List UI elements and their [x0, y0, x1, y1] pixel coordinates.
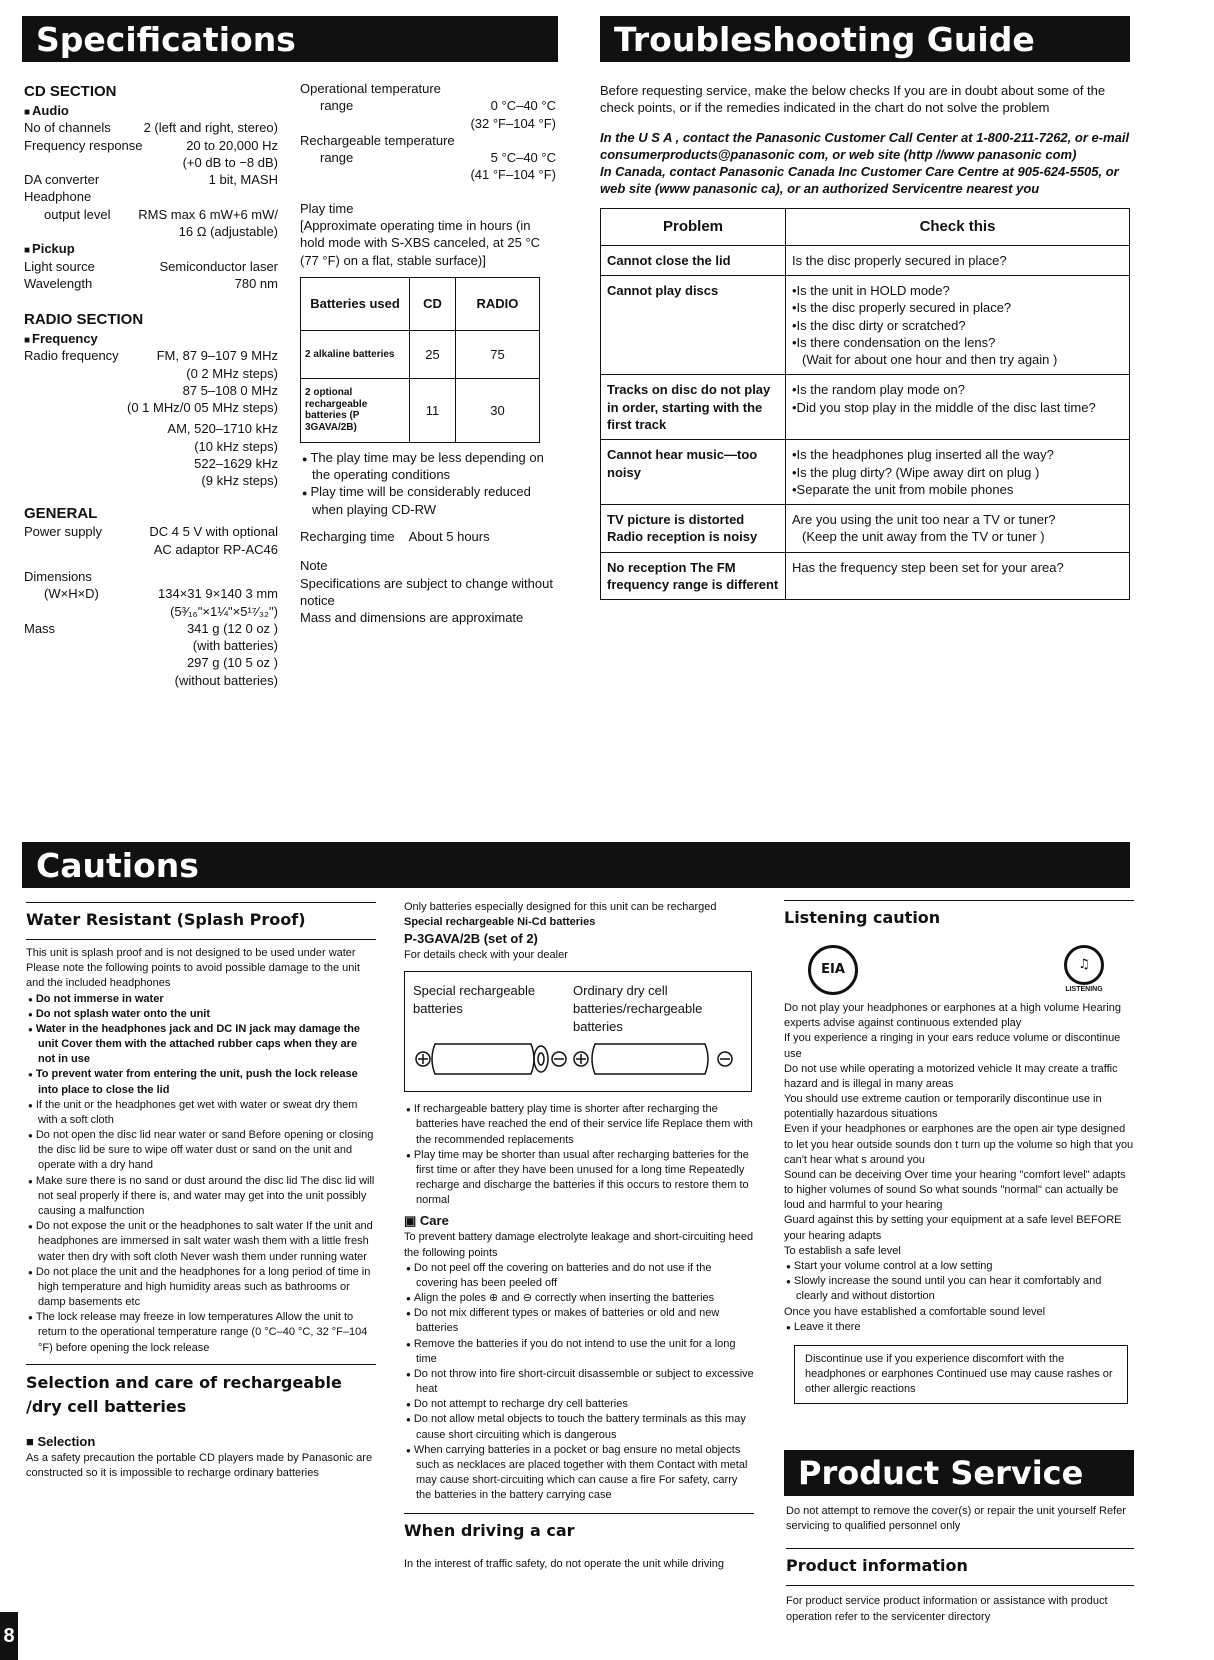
trouble-row	[601, 505, 1130, 553]
rf-value-1: FM, 87 9–107 9 MHz	[156, 348, 278, 364]
cautions-banner: Cautions	[22, 842, 1130, 888]
rf-label: Radio frequency	[24, 348, 119, 364]
rf-value-4: (0 1 MHz/0 05 MHz steps)	[127, 400, 278, 416]
bat-header-radio: RADIO	[455, 277, 539, 330]
battery-life-list	[404, 1102, 754, 1208]
water-bullet: ● Do not splash water onto the unit	[26, 1007, 376, 1022]
care-bullet: ● Do not allow metal objects to touch the battery terminals as this may cause short circuiting which is dangerous	[404, 1412, 754, 1442]
water-p1: This unit is splash proof and is not designed to be used under water	[26, 939, 376, 961]
mid-p4: For details check with your dealer	[404, 949, 568, 962]
listening-paragraph: If you experience a ringing in your ears reduce volume or discontinue use	[784, 1032, 1121, 1060]
product-info-p: For product service product information or assistance with product operation refer to the servicenter directory	[786, 1585, 1134, 1624]
freq-label: Frequency response	[24, 137, 143, 153]
dim-label: Dimensions	[24, 569, 92, 585]
listening-paragraph: Guard against this by setting your equipment at a safe level BEFORE your hearing adapts	[784, 1214, 1122, 1242]
check-line: •Separate the unit from mobile phones	[792, 481, 1014, 497]
battery-bullet: ● If rechargeable battery play time is shorter after recharging the batteries have reached the end of their service life Replace them with the recommended replacements	[404, 1102, 754, 1148]
op-range-value-2: (32 °F–104 °F)	[470, 115, 556, 131]
note-b: Mass and dimensions are approximate	[300, 610, 524, 626]
rf-value-3: 87 5–108 0 MHz	[182, 382, 278, 398]
care-heading	[404, 1212, 754, 1230]
rf-value-2: (0 2 MHz steps)	[186, 365, 278, 381]
play-note-2: ● Play time will be considerably reduced when playing CD-RW	[300, 483, 556, 518]
check-line: Are you using the unit too near a TV or tuner?	[792, 512, 1056, 528]
logo-row	[784, 937, 1134, 1001]
pickup-heading: ■ Pickup	[24, 240, 278, 257]
wave-value: 780 nm	[234, 275, 278, 291]
bat-row2-radio: 30	[455, 378, 539, 442]
square-icon: ■	[26, 1433, 38, 1449]
output-value: RMS max 6 mW+6 mW/	[138, 206, 278, 222]
cd-section-heading: CD SECTION	[24, 83, 117, 100]
check-cell	[786, 275, 1130, 374]
power-label: Power supply	[24, 524, 103, 540]
check-cell	[786, 440, 1130, 505]
selection-p: As a safety precaution the portable CD players made by Panasonic are constructed so it is impossible to recharge ordinary batteries	[26, 1451, 373, 1479]
water-p2: Please note the following points to avoid possible damage to the unit and the included headphones	[26, 962, 360, 990]
light-label: Light source	[24, 258, 95, 274]
allergy-warning-box: Discontinue use if you experience discomfort with the headphones or earphones Continued use may cause rashes or other allergic reactions	[794, 1345, 1128, 1405]
play-note-1: ● The play time may be less depending on the operating conditions	[300, 449, 556, 484]
check-line: Is the disc properly secured in place?	[792, 252, 1007, 268]
light-value: Semiconductor laser	[159, 258, 278, 274]
care-bullet: ● Remove the batteries if you do not intend to use the unit for a long time	[404, 1337, 754, 1367]
check-cell	[786, 245, 1130, 275]
water-bullet: ● If the unit or the headphones get wet with water or sweat dry them with a soft cloth	[26, 1098, 376, 1128]
bat-row2-cd: 11	[410, 378, 456, 442]
channels-label: No of channels	[24, 120, 111, 136]
care-p: To prevent battery damage electrolyte leakage and short-circuiting heed the following points	[404, 1231, 754, 1259]
box-left-label: Special rechargeable batteries	[413, 983, 536, 1017]
mass-label: Mass	[24, 620, 56, 636]
wave-label: Wavelength	[24, 275, 93, 291]
trouble-row	[601, 275, 1130, 374]
care-list	[404, 1261, 754, 1504]
frequency-heading: ■ Frequency	[24, 330, 278, 347]
problem-cell: Cannot play discs	[601, 275, 786, 374]
note-a: Specifications are subject to change without notice	[300, 575, 553, 608]
audio-heading: ■ Audio	[24, 102, 278, 119]
specs-right-column	[300, 80, 556, 626]
battery-compare-box	[404, 971, 752, 1092]
play-time-label: Play time	[300, 200, 354, 216]
mid-p1: Only batteries especially designed for this unit can be recharged	[404, 901, 717, 913]
rc-range-value-2: (41 °F–104 °F)	[470, 167, 556, 183]
col-check: Check this	[786, 208, 1130, 245]
water-list	[26, 992, 376, 1356]
care-bullet: ● Do not throw into fire short-circuit disassemble or subject to excessive heat	[404, 1367, 754, 1397]
da-label: DA converter	[24, 172, 100, 188]
check-line: •Is the random play mode on?	[792, 382, 965, 398]
trouble-row	[601, 440, 1130, 505]
listening-bullet: ● Start your volume control at a low setting	[784, 1259, 1134, 1274]
listening-paragraph: Sound can be deceiving Over time your hearing "comfort level" adapts to higher volumes of sound So what sounds "normal" can actually be loud and harmful to your hearing	[784, 1168, 1126, 1212]
output-value-2: 16 Ω (adjustable)	[178, 223, 278, 239]
recharge-label: Recharging time	[300, 528, 395, 544]
check-line: •Did you stop play in the middle of the disc last time?	[792, 399, 1096, 415]
problem-cell: Tracks on disc do not play in order, starting with the first track	[601, 375, 786, 440]
cautions-col-1	[26, 902, 376, 1481]
check-line: •Is the plug dirty? (Wipe away dirt on plug )	[792, 464, 1040, 480]
power-value-2: AC adaptor RP-AC46	[153, 541, 278, 557]
trouble-row	[601, 375, 1130, 440]
care-label: Care	[419, 1213, 449, 1229]
dim-value-1: 134×31 9×140 3 mm	[158, 586, 278, 602]
rc-range-label: range	[320, 150, 354, 166]
care-bullet: ● Align the poles ⊕ and ⊖ correctly when inserting the batteries	[404, 1291, 754, 1306]
listening-paragraphs	[784, 1001, 1134, 1259]
freq-value: 20 to 20,000 Hz	[186, 137, 278, 153]
selection-heading: Selection and care of rechargeable /dry cell batteries	[26, 1364, 376, 1419]
listening-paragraph: To establish a safe level	[784, 1244, 901, 1257]
product-service-banner: Product Service	[784, 1450, 1134, 1496]
water-bullet: ● To prevent water from entering the unit, push the lock release into place to close the lid	[26, 1067, 376, 1097]
rc-temp-label: Rechargeable temperature	[300, 132, 455, 148]
op-range-value: 0 °C–40 °C	[490, 98, 556, 114]
care-bullet: ● When carrying batteries in a pocket or bag ensure no metal objects such as necklaces are placed together with them Contact with metal may cause short-circuiting which can cause a fire For safety, carry the batteries in the battery carrying case	[404, 1443, 754, 1504]
water-bullet: ● Do not place the unit and the headphones for a long period of time in high temperature and high humidity areas such as bathrooms or damp basements etc	[26, 1265, 376, 1311]
trouble-usa: In the U S A , contact the Panasonic Customer Call Center at 1-800-211-7262, or e-mail consumerproducts@panasonic com, or web site (http //www panasonic com)	[600, 129, 1130, 162]
listening-paragraph: You should use extreme caution or temporarily discontinue use in potentially hazardous situations	[784, 1093, 1102, 1121]
bat-header-cd: CD	[410, 277, 456, 330]
water-bullet: ● Water in the headphones jack and DC IN jack may damage the unit Cover them with the attached rubber caps when they are not in use	[26, 1022, 376, 1068]
box-right-label: Ordinary dry cell batteries/rechargeable batteries	[573, 983, 703, 1035]
product-service-col	[786, 1504, 1134, 1625]
check-line: •Is the disc dirty or scratched?	[792, 317, 966, 333]
eia-logo-icon: EIA	[808, 945, 858, 995]
note-heading: Note	[300, 558, 328, 574]
selection-sub-label: Selection	[37, 1433, 96, 1449]
trouble-row	[601, 552, 1130, 600]
problem-cell: No reception The FM frequency range is different	[601, 552, 786, 600]
mid-p3: P-3GAVA/2B (set of 2)	[404, 931, 538, 947]
listening-logo	[1064, 945, 1104, 995]
dim-value-2: (5³⁄₁₆"×1¼"×5¹⁷⁄₃₂")	[170, 603, 278, 619]
check-line: (Keep the unit away from the TV or tuner )	[802, 529, 1045, 545]
battery-bullet: ● Play time may be shorter than usual after recharging batteries for the first time or after they have been unused for a long time Repeatedly recharge and discharge the batteries if this occurs to restore them to normal	[404, 1148, 754, 1209]
service-p: Do not attempt to remove the cover(s) or repair the unit yourself Refer servicing to qualified personnel only	[786, 1505, 1126, 1533]
selection-subheading	[26, 1433, 376, 1451]
listening-bullet: ● Slowly increase the sound until you can hear it comfortably and clearly and without distortion	[784, 1274, 1134, 1304]
radio-section-heading: RADIO SECTION	[24, 311, 144, 329]
listening-paragraph: Do not use while operating a motorized vehicle It may create a traffic hazard and is illegal in many areas	[784, 1062, 1118, 1090]
problem-cell: Cannot hear music—too noisy	[601, 440, 786, 505]
specs-left-column	[24, 70, 278, 689]
trouble-intro: Before requesting service, make the below checks If you are in doubt about some of the check points, or if the remedies indicated in the chart do not solve the problem	[600, 83, 1106, 116]
water-bullet: ● Make sure there is no sand or dust around the disc lid The disc lid will not seal properly if there is, and water may get into the unit possibly causing a malfunction	[26, 1174, 376, 1220]
listening-paragraph: Even if your headphones or earphones are the open air type designed to let you hear outside sounds don t turn up the volume so high that you can't hear what s around you	[784, 1123, 1134, 1166]
care-bullet: ● Do not attempt to recharge dry cell batteries	[404, 1397, 754, 1412]
bat-row1-cd: 25	[410, 330, 456, 378]
recharge-value: About 5 hours	[408, 528, 490, 544]
freq-value-range: (+0 dB to −8 dB)	[182, 154, 278, 170]
listening-logo-text: LISTENING	[1065, 986, 1103, 994]
water-bullet: ● Do not immerse in water	[26, 992, 376, 1007]
channels-value: 2 (left and right, stereo)	[143, 120, 278, 136]
headphone-label: Headphone	[24, 189, 92, 205]
water-bullet: ● Do not expose the unit or the headphones to salt water If the unit and headphones are immersed in salt water wash them with a little fresh water then dry with soft cloth Never wash them under running water	[26, 1219, 376, 1265]
rf-value-8: (9 kHz steps)	[201, 473, 278, 489]
mass-value-3: 297 g (10 5 oz )	[186, 655, 278, 671]
check-line: •Is the headphones plug inserted all the way?	[792, 447, 1054, 463]
product-info-heading: Product information	[786, 1548, 1134, 1577]
trouble-row	[601, 245, 1130, 275]
check-line: •Is the unit in HOLD mode?	[792, 282, 950, 298]
general-heading: GENERAL	[24, 504, 98, 522]
listen-b2: ● Leave it there	[784, 1320, 1134, 1335]
op-range-label: range	[320, 98, 354, 114]
water-heading: Water Resistant (Splash Proof)	[26, 902, 376, 931]
mid-p2: Special rechargeable Ni-Cd batteries	[404, 916, 596, 929]
listening-paragraph: Do not play your headphones or earphones at a high volume Hearing experts advise against continuous extended play	[784, 1002, 1121, 1030]
listening-heading: Listening caution	[784, 900, 1134, 929]
ordinary-battery-icon	[574, 1044, 732, 1074]
water-bullet: ● Do not open the disc lid near water or sand Before opening or closing the disc lid be sure to wipe off water dust or sand on the unit and operate with a dry hand	[26, 1128, 376, 1174]
rf-value-6: (10 kHz steps)	[194, 438, 278, 454]
trouble-canada: In Canada, contact Panasonic Canada Inc Customer Care Centre at 905-624-5505, or web site (www panasonic ca), or an authorized Servicentre nearest you	[600, 164, 1119, 197]
page-number: 8	[0, 1612, 18, 1660]
check-cell	[786, 505, 1130, 553]
troubleshooting-column	[600, 82, 1132, 600]
play-time-desc: [Approximate operating time in hours (in hold mode with S-XBS canceled, at 25 °C (77 °F) on a flat, stable surface)]	[300, 217, 541, 268]
troubleshooting-banner: Troubleshooting Guide	[600, 16, 1130, 62]
check-cell	[786, 375, 1130, 440]
battery-table	[300, 277, 540, 443]
listen-p2: Once you have established a comfortable sound level	[784, 1305, 1046, 1318]
op-temp-label: Operational temperature	[300, 81, 441, 96]
specifications-banner: Specifications	[22, 16, 558, 62]
rf-value-7: 522–1629 kHz	[194, 455, 278, 471]
bat-row1-radio: 75	[455, 330, 539, 378]
mass-value-2: (with batteries)	[192, 638, 278, 654]
check-line: •Is there condensation on the lens?	[792, 334, 996, 350]
bat-row1-label: 2 alkaline batteries	[301, 330, 410, 378]
special-battery-icon	[416, 1044, 566, 1074]
problem-cell: Cannot close the lid	[601, 245, 786, 275]
check-cell	[786, 552, 1130, 600]
mass-value-4: (without batteries)	[174, 672, 278, 688]
check-line: •Is the disc properly secured in place?	[792, 300, 1012, 316]
driving-heading: When driving a car	[404, 1513, 754, 1542]
power-value-1: DC 4 5 V with optional	[149, 524, 278, 540]
problem-cell: TV picture is distorted Radio reception is noisy	[601, 505, 786, 553]
bat-header-used: Batteries used	[301, 277, 410, 330]
check-line: Has the frequency step been set for your area?	[792, 559, 1064, 575]
cautions-col-3	[784, 900, 1134, 1404]
bat-row2-label: 2 optional rechargeable batteries (P 3GAVA/2B)	[301, 378, 410, 442]
listening-bullets	[784, 1259, 1134, 1305]
listening-logo-icon: ♫	[1064, 945, 1104, 985]
rf-value-5: AM, 520–1710 kHz	[167, 421, 278, 437]
col-problem: Problem	[601, 208, 786, 245]
rc-range-value: 5 °C–40 °C	[490, 150, 556, 166]
cautions-col-2	[404, 900, 754, 1572]
care-bullet: ● Do not peel off the covering on batteries and do not use if the covering has been peeled off	[404, 1261, 754, 1291]
care-bullet: ● Do not mix different types or makes of batteries or old and new batteries	[404, 1306, 754, 1336]
troubleshooting-table	[600, 208, 1130, 601]
da-value: 1 bit, MASH	[208, 172, 278, 188]
mass-value-1: 341 g (12 0 oz )	[186, 620, 278, 636]
check-line: (Wait for about one hour and then try again )	[802, 352, 1058, 368]
battery-diagram	[413, 1036, 743, 1082]
output-label: output level	[44, 206, 111, 222]
driving-p: In the interest of traffic safety, do not operate the unit while driving	[404, 1557, 724, 1570]
dim-label-2: (W×H×D)	[44, 586, 99, 602]
care-icon: ▣	[404, 1213, 420, 1229]
water-bullet: ● The lock release may freeze in low temperatures Allow the unit to return to the operational temperature range (0 °C–40 °C, 32 °F–104 °F) before opening the lock release	[26, 1310, 376, 1356]
